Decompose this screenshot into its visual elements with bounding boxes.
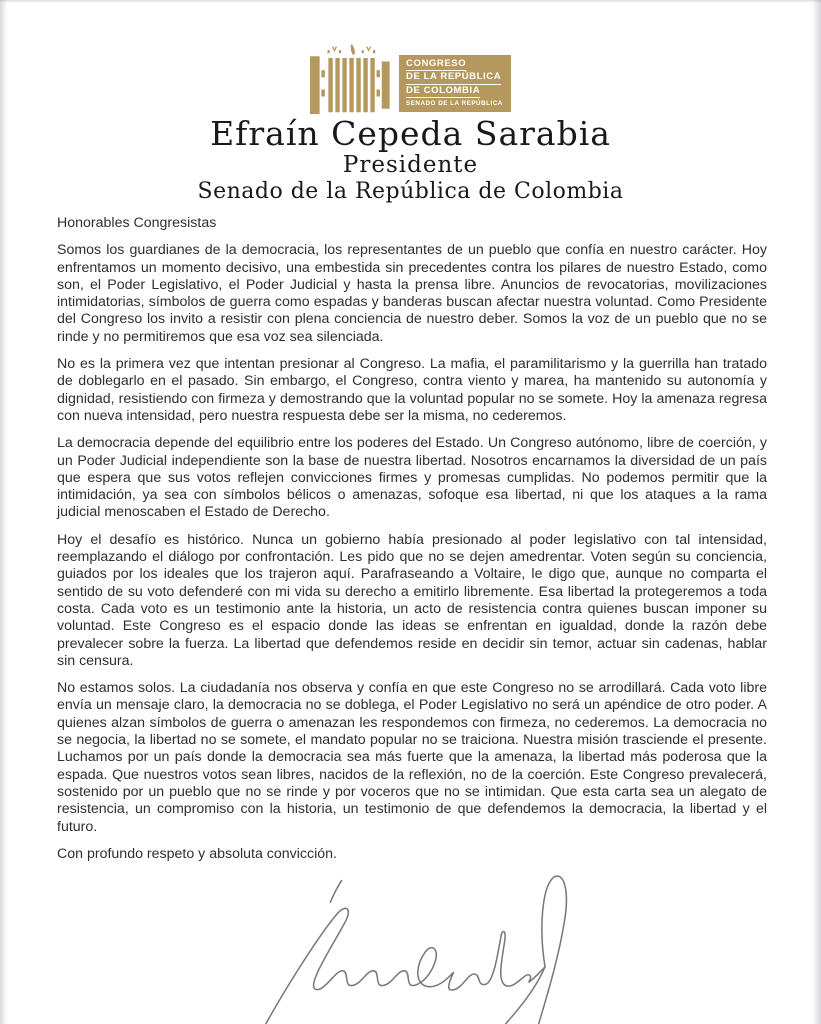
- logo-line-2: DE LA REPÚBLICA: [406, 71, 501, 85]
- congress-columns-icon: [310, 44, 394, 119]
- paragraph-3: La democracia depende del equilibrio entre los poderes del Estado. Un Congreso autónomo, libre de coerción, y un Poder Judicial independiente son la base de nuestra libertad. Nosotros encarnamos la diversidad de un país que espera que sus votos reflejen convicciones firmes y promesas cumplidas. No podemos permitir que la intimidación, ya sea con símbolos bélicos o amenazas, sofoque esa libertad, ni que los ataques a la rama judicial menoscaben el Estado de Derecho.: [57, 435, 767, 521]
- sender-organization: Senado de la República de Colombia: [197, 179, 624, 204]
- paragraph-4: Hoy el desafío es histórico. Nunca un gobierno había presionado al poder legislativo con tal intensidad, reemplazando el diálogo por confrontación. Les pido que no se dejen amedrentar. Voten según su conciencia, guiados por los ideales que los trajeron aquí. Parafraseando a Voltaire, le digo que, aunque no comparta el sentido de su voto defenderé con mi vida su derecho a emitirlo libremente. Esa libertad la protegeremos a toda costa. Cada voto es un testimonio ante la historia, un acto de resistencia contra quienes buscan imponer su voluntad. Este Congreso es el espacio donde las ideas se enfrentan en igualdad, donde la razón debe prevalecer sobre la fuerza. La libertad que defendemos reside en decidir sin temor, actuar sin cadenas, hablar sin censura.: [57, 531, 767, 669]
- handwritten-signature: [240, 867, 620, 1024]
- page-edge-left: [0, 0, 7, 1024]
- salutation: Honorables Congresistas: [57, 215, 217, 231]
- letter-body: [57, 215, 767, 863]
- paragraph-2: No es la primera vez que intentan presionar al Congreso. La mafia, el paramilitarismo y la guerrilla han tratado de doblegarlo en el pasado. Sin embargo, el Congreso, contra viento y marea, ha mantenido su autonomía y dignidad, resistiendo con firmeza y demostrando que la voluntad popular no se somete. Hoy la amenaza regresa con nueva intensidad, pero nuestra respuesta debe ser la misma, no cederemos.: [57, 356, 767, 424]
- page-edge-right: [812, 0, 821, 1024]
- logo-line-1: CONGRESO: [406, 58, 466, 72]
- letterhead: [0, 0, 821, 205]
- sender-title: Presidente: [342, 152, 479, 178]
- logo-subline: SENADO DE LA REPÚBLICA: [406, 100, 503, 108]
- sender-name: Efraín Cepeda Sarabia: [210, 114, 611, 153]
- congress-logo: [0, 44, 821, 114]
- page-edge-top: [0, 0, 821, 3]
- paragraph-1: Somos los guardianes de la democracia, los representantes de un pueblo que confía en nuestro carácter. Hoy enfrentamos un momento decisivo, una embestida sin precedentes contra los pilares de nuestro Estado, como son, el Poder Legislativo, el Poder Judicial y hasta la prensa libre. Anuncios de revocatorias, movilizaciones intimidatorias, símbolos de guerra como espadas y banderas buscan afectar nuestra voluntad. Como Presidente del Congreso los invito a resistir con plena conciencia de nuestro deber. Somos la voz de un pueblo que no se rinde y no permitiremos que esa voz sea silenciada.: [57, 242, 767, 345]
- logo-line-3: DE COLOMBIA: [406, 85, 480, 99]
- congress-logo-box: [399, 55, 511, 112]
- paragraph-5: No estamos solos. La ciudadanía nos observa y confía en que este Congreso no se arrodillará. Cada voto libre envía un mensaje claro, la democracia no se doblega, el Poder Legislativo no será un apéndice de otro poder. A quienes alzan símbolos de guerra o amenazan les respondemos con firmeza, no cederemos. La democracia no se negocia, la libertad no se somete, el mandato popular no se traiciona. Nuestra misión trasciende el presente. Luchamos por un país donde la democracia sea más fuerte que la amenaza, la libertad más poderosa que la espada. Que nuestros votos sean libres, nacidos de la reflexión, no de la coerción. Este Congreso prevalecerá, sostenido por un pueblo que no se rinde y por voceros que no se intimidan. Que esta carta sea un alegato de resistencia, un compromiso con la historia, un testimonio de que defendemos la democracia, la libertad y el futuro.: [57, 680, 767, 835]
- closing-line: Con profundo respeto y absoluta convicción.: [57, 845, 337, 862]
